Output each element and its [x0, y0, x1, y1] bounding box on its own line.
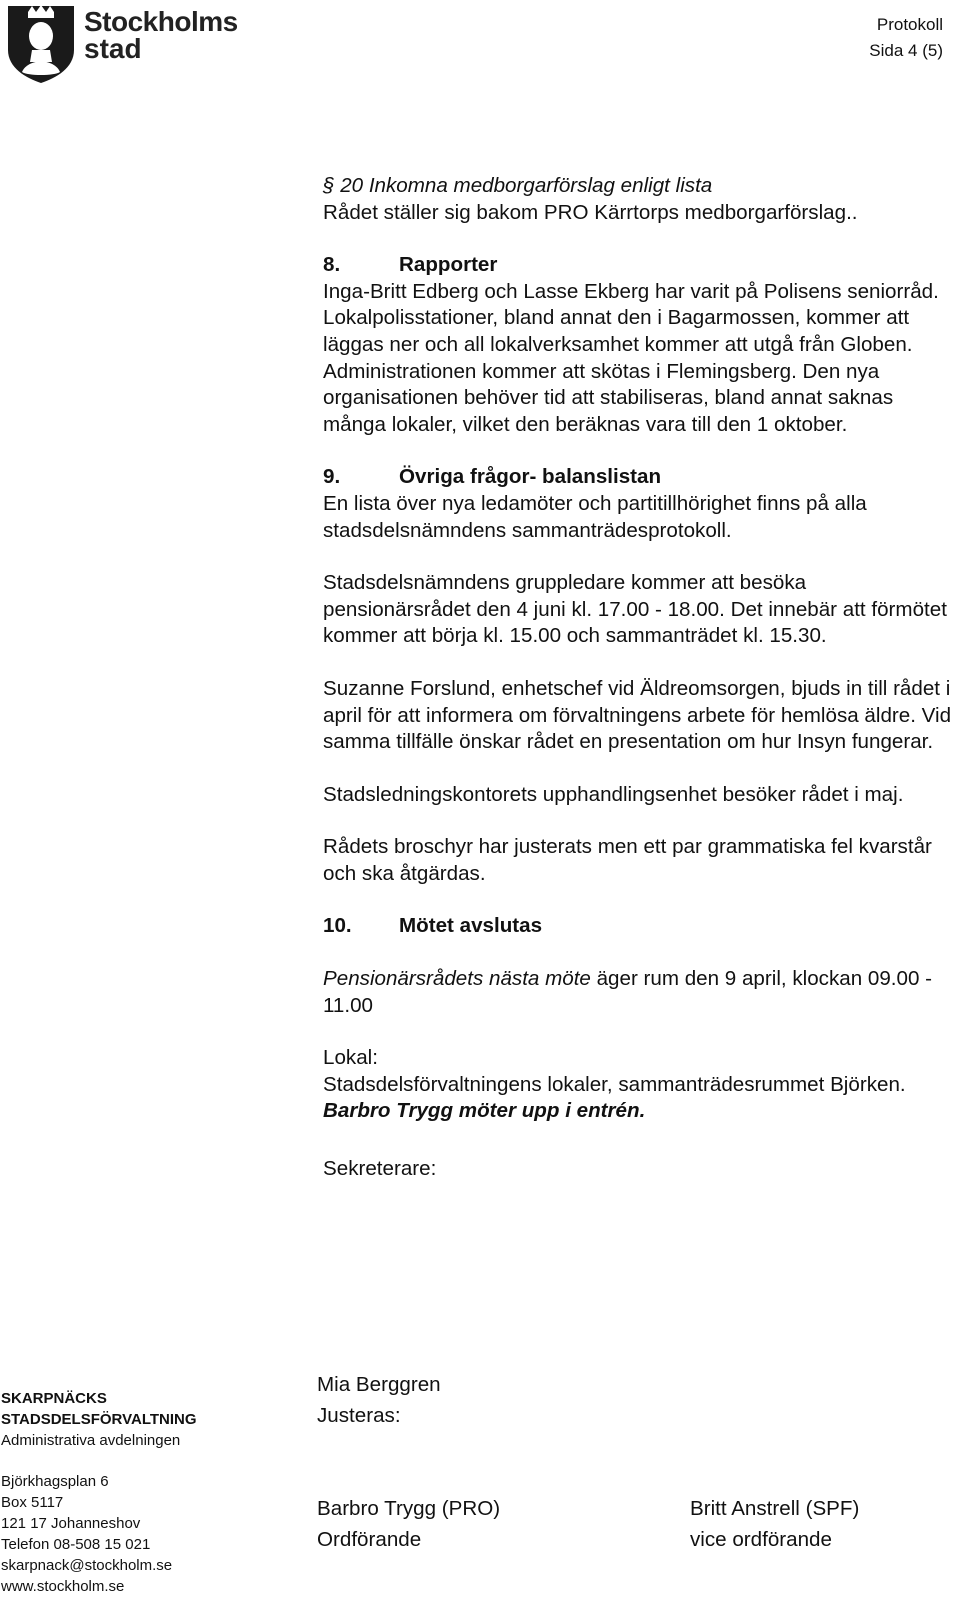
- logo-text-line1: Stockholms: [84, 6, 238, 37]
- section-8-title: Rapporter: [399, 253, 498, 277]
- document-body: [323, 173, 955, 1183]
- chair-signature-block: [317, 1493, 500, 1555]
- chair-role: Ordförande: [317, 1528, 422, 1551]
- chair-name: Barbro Trygg (PRO): [317, 1497, 501, 1520]
- footer-city: 121 17 Johanneshov: [1, 1515, 141, 1532]
- footer-box: Box 5117: [1, 1494, 64, 1511]
- next-meeting-details: äger rum den 9 april, klockan 09.00 - 11.00: [323, 967, 932, 1017]
- item-20-heading: [323, 173, 955, 200]
- section-10-number: 10.: [323, 914, 352, 938]
- location-text: Stadsdelsförvaltningens lokaler, sammanträdesrummet Björken.: [323, 1072, 906, 1096]
- next-meeting: [323, 966, 955, 1019]
- footer-contact: [1, 1388, 301, 1597]
- footer-org-line1: SKARPNÄCKS: [1, 1390, 107, 1407]
- vice-chair-name: Britt Anstrell (SPF): [690, 1497, 860, 1520]
- vice-chair-role: vice ordförande: [690, 1528, 832, 1551]
- footer-website: www.stockholm.se: [1, 1578, 125, 1595]
- section-8-text: Inga-Britt Edberg och Lasse Ekberg har varit på Polisens seniorråd. Lokalpolisstationer, bland annat den i Bagarmossen, kommer att läggas ner och all lokalverksamhet kommer att utgå från Globen. Administrationen kommer att skötas i Flemingsberg. Den nya organisationen behöver tid att stabiliseras, bland annat saknas många lokaler, vilket den beräknas vara till den 1 oktober.: [323, 279, 939, 436]
- section-10-title: Mötet avslutas: [399, 914, 543, 938]
- document-type: Protokoll: [876, 15, 943, 34]
- page-header-info: [869, 12, 943, 64]
- footer-email: skarpnack@stockholm.se: [1, 1557, 173, 1574]
- section-9-heading: [323, 464, 955, 491]
- footer-org-line2: STADSDELSFÖRVALTNING: [1, 1411, 197, 1428]
- footer-department: Administrativa avdelningen: [1, 1432, 181, 1449]
- section-9-paragraph-2: Stadsdelsnämndens gruppledare kommer att besöka pensionärsrådet den 4 juni kl. 17.00 - 18.00. Det innebär att förmötet kommer att börja kl. 15.00 och sammanträdet kl. 15.30.: [323, 571, 947, 648]
- item-20-text: Rådet ställer sig bakom PRO Kärrtorps medborgarförslag..: [323, 200, 858, 224]
- location-note: Barbro Trygg möter upp i entrén.: [323, 1099, 646, 1123]
- next-meeting-label: Pensionärsrådets nästa möte: [323, 967, 591, 991]
- paragraph-symbol: §: [323, 174, 335, 197]
- secretary-name: Mia Berggren: [317, 1373, 441, 1396]
- stockholm-logo: [6, 2, 246, 84]
- section-9-title: Övriga frågor- balanslistan: [399, 465, 662, 489]
- section-9-paragraph-1: En lista över nya ledamöter och partitillhörighet finns på alla stadsdelsnämndens sammanträdesprotokoll.: [323, 491, 867, 542]
- city-crest-icon: [6, 2, 76, 84]
- secretary-label: Sekreterare:: [323, 1157, 437, 1181]
- footer-phone: Telefon 08-508 15 021: [1, 1536, 151, 1553]
- secretary-signature-block: [317, 1369, 441, 1431]
- section-9-paragraph-5: Rådets broschyr har justerats men ett par grammatiska fel kvarstår och ska åtgärdas.: [323, 835, 932, 885]
- section-8-number: 8.: [323, 253, 341, 277]
- section-8-heading: [323, 252, 955, 279]
- section-9-number: 9.: [323, 465, 341, 489]
- footer-address: Björkhagsplan 6: [1, 1473, 109, 1490]
- adjusted-label: Justeras:: [317, 1404, 401, 1427]
- vice-chair-signature-block: [690, 1493, 859, 1555]
- page-number: Sida 4 (5): [869, 41, 943, 60]
- section-9-paragraph-4: Stadsledningskontorets upphandlingsenhet besöker rådet i maj.: [323, 782, 904, 806]
- section-9-paragraph-3: Suzanne Forslund, enhetschef vid Äldreomsorgen, bjuds in till rådet i april för att informera om förvaltningens arbete för hemlösa äldre. Vid samma tillfälle önskar rådet en presentation om hur Insyn fungerar.: [323, 676, 952, 754]
- logo-text-line2: stad: [84, 33, 142, 64]
- location-label: Lokal:: [323, 1046, 378, 1070]
- section-10-heading: [323, 913, 955, 940]
- item-20-title: 20 Inkomna medborgarförslag enligt lista: [340, 174, 713, 197]
